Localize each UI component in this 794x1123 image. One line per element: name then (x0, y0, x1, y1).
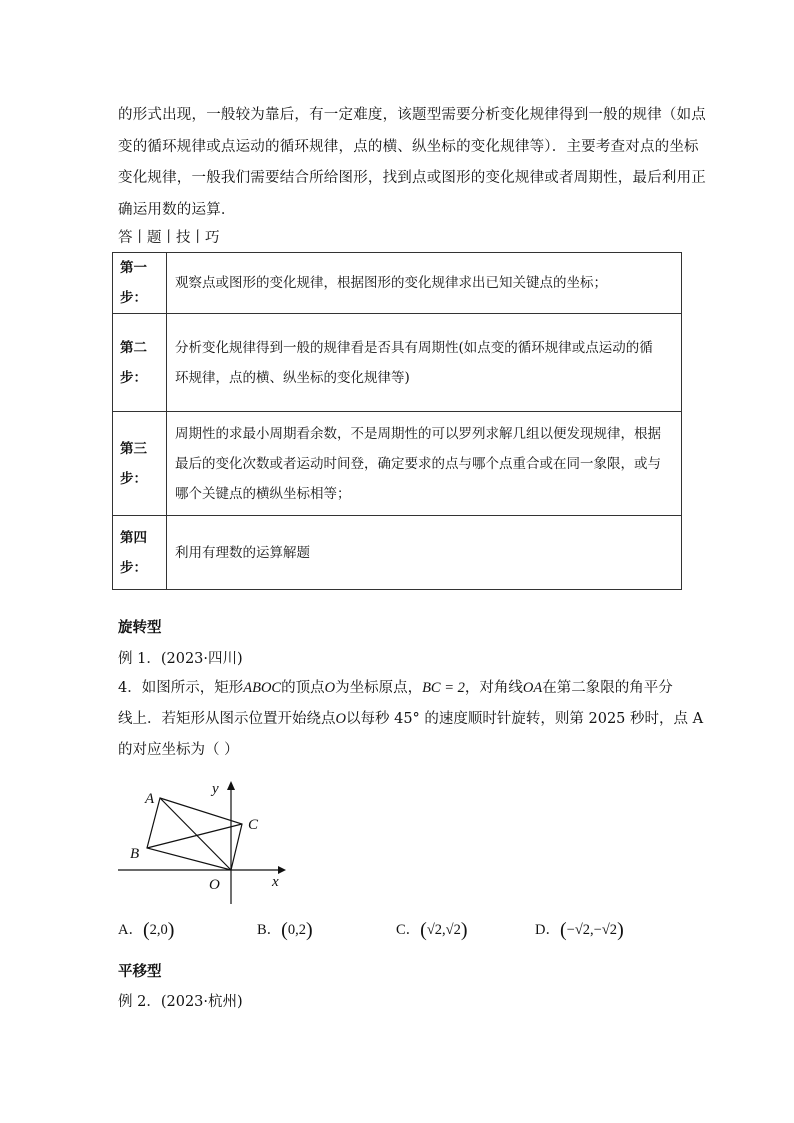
choice-d[interactable]: D．(−√2,−√2) (535, 919, 624, 941)
steps-table (112, 252, 682, 590)
step-label-line: 步： (120, 559, 147, 576)
example-label: 例 2．(2023·杭州) (118, 994, 243, 1010)
y-axis-arrow (227, 781, 235, 790)
question-fragment: 线上．若矩形从图示位置开始绕点 (118, 711, 336, 727)
step-row (113, 314, 682, 412)
example-label: 例 1．(2023·四川) (118, 651, 243, 667)
question-fragment: 在第二象限的角平分 (542, 680, 673, 696)
rectangle-ABOC (147, 798, 242, 870)
section-heading-translation: 平移型 (118, 963, 162, 980)
math-segment: OA (522, 680, 543, 696)
intro-line: 变化规律，一般我们需要结合所给图形，找到点或图形的变化规律或者周期性，最后利用正 (118, 170, 706, 186)
intro-line: 的形式出现，一般较为靠后，有一定难度，该题型需要分析变化规律得到一般的规律（如点 (118, 107, 706, 123)
step-content (167, 253, 682, 314)
step-label (113, 516, 167, 590)
step-label-line: 第四 (120, 529, 147, 546)
label-O: O (209, 877, 220, 893)
question-line: 的对应坐标为（ ） (118, 742, 239, 758)
step-content (167, 412, 682, 516)
step-label-line: 步： (120, 290, 147, 306)
step-label (113, 253, 167, 314)
math-rect-name: ABOC (243, 680, 282, 696)
answer-choices (118, 918, 698, 948)
math-expression: BC = 2 (422, 680, 465, 696)
question-fragment: ，对角线 (464, 680, 523, 696)
label-A: A (145, 791, 155, 807)
step-label-line: 步： (120, 369, 147, 386)
step-label (113, 412, 167, 516)
step-label-line: 步： (120, 470, 147, 487)
step-row (113, 516, 682, 590)
skills-title: 答丨题丨技丨巧 (118, 230, 220, 246)
intro-line: 确运用数的运算． (118, 201, 236, 218)
step-content (167, 516, 682, 590)
choice-a[interactable]: A．(2,0) (118, 919, 175, 941)
x-axis-arrow (278, 866, 286, 874)
question-fragment: 为坐标原点， (335, 680, 423, 696)
question-line (118, 704, 704, 735)
choice-value: 2,0 (149, 922, 168, 938)
choice-b[interactable]: B．(0,2) (257, 919, 313, 941)
label-C: C (248, 817, 259, 833)
label-y: y (212, 781, 219, 797)
step-text: 哪个关键点的横纵坐标相等； (175, 485, 351, 502)
question-fragment: 4．如图所示，矩形 (118, 680, 244, 696)
step-content (167, 314, 682, 412)
step-label (113, 314, 167, 412)
choice-value: 0,2 (287, 922, 306, 938)
choice-value: √2,√2 (426, 922, 461, 938)
math-point: O (335, 711, 346, 727)
choice-letter: D． (535, 922, 560, 938)
intro-line: 变的循环规律或点运动的循环规律，点的横、纵坐标的变化规律等）．主要考查对点的坐标 (118, 138, 699, 155)
label-B: B (130, 846, 140, 862)
step-label-line: 第一 (120, 260, 147, 276)
step-text: 最后的变化次数或者运动时间登，确定要求的点与哪个点重合或在同一象限，或与 (175, 455, 661, 472)
intro-paragraph (118, 100, 706, 226)
diagonal-BC (147, 824, 242, 848)
choice-letter: B． (257, 922, 282, 938)
step-label-line: 第二 (120, 339, 147, 356)
math-point: O (324, 680, 336, 696)
step-text: 分析变化规律得到一般的规律看是否具有周期性(如点变的循环规律或点运动的循 (175, 339, 653, 356)
choice-c[interactable]: C．(√2,√2) (396, 919, 468, 941)
choice-letter: A． (118, 922, 143, 938)
step-text: 周期性的求最小周期看余数，不是周期性的可以罗列求解几组以便发现规律，根据 (175, 425, 661, 442)
rectangle-rotation-figure (114, 774, 294, 906)
question-fragment: 以每秒 45° 的速度顺时针旋转，则第 2025 秒时，点 A (345, 711, 704, 727)
step-row (113, 412, 682, 516)
step-label-line: 第三 (120, 440, 147, 457)
choice-value: −√2,−√2 (566, 922, 618, 938)
step-text: 利用有理数的运算解题 (175, 544, 310, 561)
question-text (118, 673, 704, 766)
choice-letter: C． (396, 922, 421, 938)
step-row (113, 253, 682, 314)
label-x: x (272, 874, 279, 890)
step-text: 环规律，点的横、纵坐标的变化规律等) (175, 369, 410, 386)
step-text: 观察点或图形的变化规律，根据图形的变化规律求出已知关键点的坐标； (175, 275, 607, 291)
section-heading-rotation: 旋转型 (118, 619, 162, 636)
question-line (118, 673, 688, 704)
question-fragment: 的顶点 (281, 680, 325, 696)
